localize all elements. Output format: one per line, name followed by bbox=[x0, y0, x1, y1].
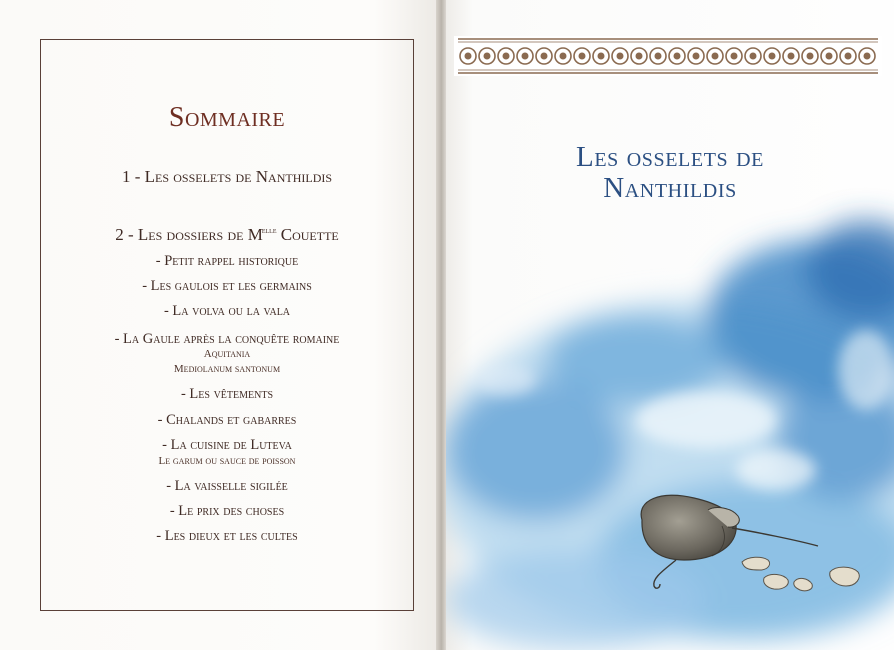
toc-subitem-gaule: - La Gaule après la conquête romaine bbox=[114, 331, 340, 347]
toc-subitem-chalands: - Chalands et gabarres bbox=[157, 412, 297, 428]
toc-subitem-cuisine: - La cuisine de Luteva bbox=[162, 437, 292, 453]
story-title-line-2: Nanthildis bbox=[603, 172, 737, 204]
toc-title: Sommaire bbox=[168, 102, 286, 133]
toc-item-1: 1 - Les osselets de Nanthildis bbox=[121, 167, 333, 186]
toc-subitem-vaisselle: - La vaisselle sigilée bbox=[166, 478, 288, 494]
toc-item-2-sup: elle bbox=[261, 225, 277, 235]
toc-subitem-volva: - La volva ou la vala bbox=[163, 303, 291, 319]
toc-frame bbox=[40, 39, 414, 611]
toc-item-2 bbox=[41, 225, 413, 245]
toc-item-2-prefix: 2 - Les dossiers de M bbox=[115, 225, 263, 244]
left-page-table-of-contents bbox=[0, 0, 440, 650]
toc-subsubitem-aquitania: Aquitania bbox=[203, 348, 251, 360]
watercolor-illustration bbox=[446, 0, 894, 650]
toc-subsubitem-mediolanum: Mediolanum santonum bbox=[173, 363, 281, 375]
toc-item-2-suffix: Couette bbox=[276, 225, 339, 244]
toc-subitem-historique: - Petit rappel historique bbox=[155, 253, 299, 269]
story-title-line-1: Les osselets de bbox=[576, 141, 764, 173]
toc-subitem-gaulois: - Les gaulois et les germains bbox=[142, 278, 312, 294]
right-page-story-title bbox=[446, 0, 894, 650]
toc-subitem-prix: - Le prix des choses bbox=[169, 503, 285, 519]
toc-subitem-vetements: - Les vêtements bbox=[180, 386, 274, 402]
toc-subsubitem-garum: Le garum ou sauce de poisson bbox=[158, 455, 296, 467]
toc-subitem-dieux: - Les dieux et les cultes bbox=[156, 528, 298, 544]
